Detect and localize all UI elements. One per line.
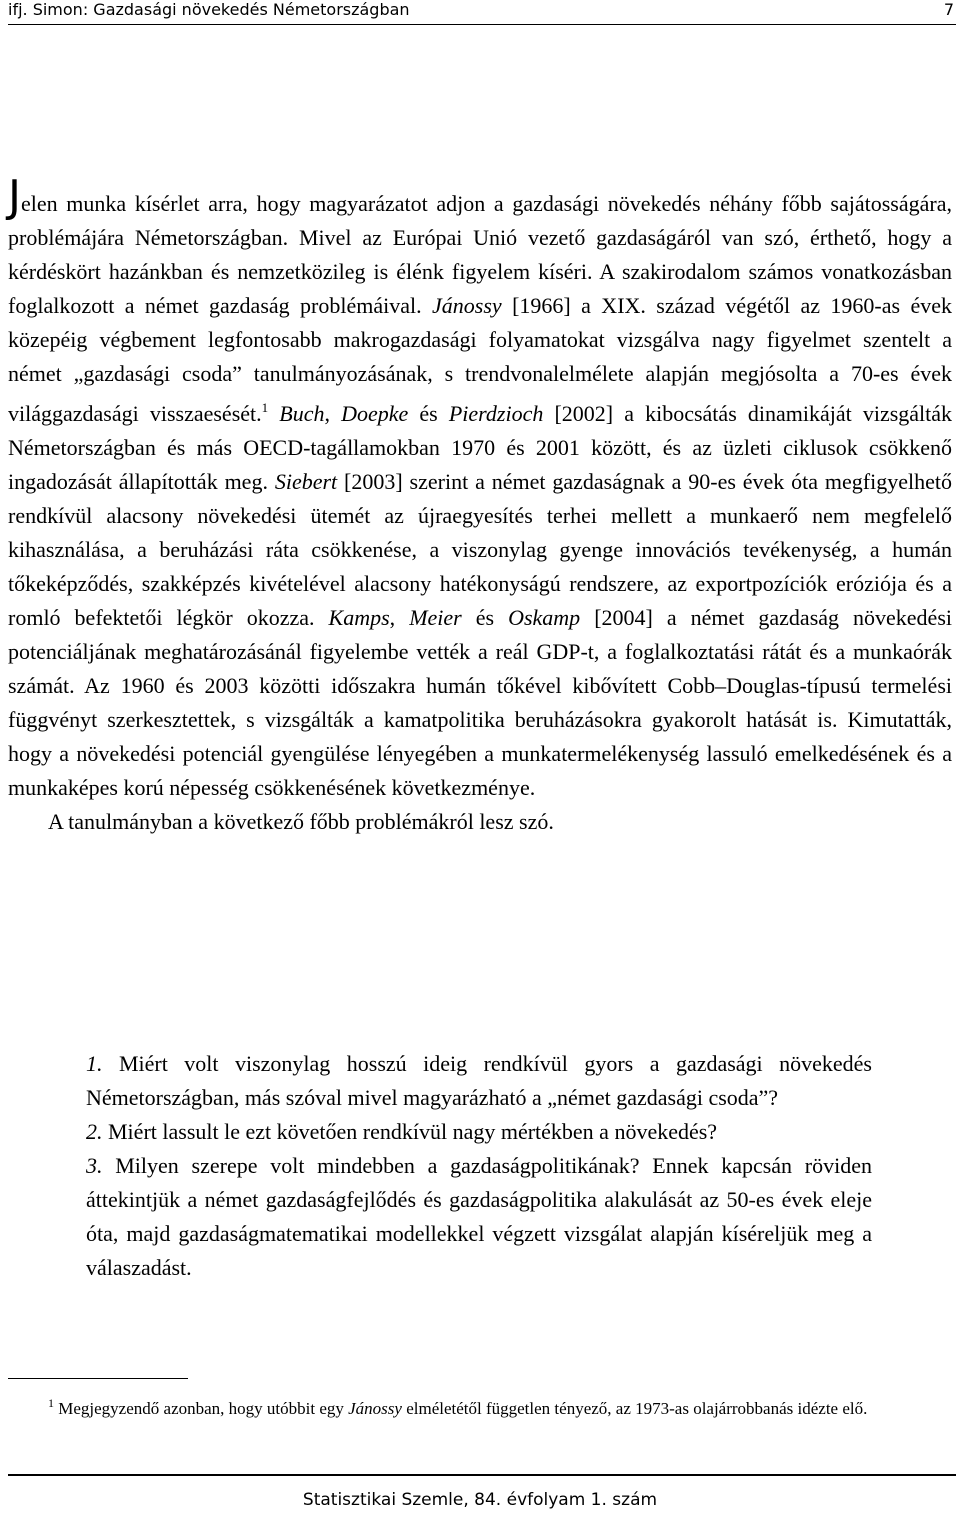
text-run: [2004] a német gazdaság növekedési potenciáljának meghatározásánál figyelembe vették a reál GDP-t, a foglalkoztatási rátát és a munkaórák számát. Az 1960 és 2003 közötti időszakra humán tőkével kibővített Cobb–Douglas-típusú termelési függvényt szerkesztettek, s vizsgálták a kamatpolitika beruházásokra gyakorolt hatását is. Kimutatták, hogy a növekedési potenciál gyengülése lényegében a munkatermelékenység lassuló emelkedésének és a munkaképes korú népesség csökkenésének következménye. xyxy=(8,605,952,800)
journal-footer: Statisztikai Szemle, 84. évfolyam 1. szám xyxy=(302,1490,658,1510)
question-list xyxy=(86,1047,872,1285)
text-run: [2002] a kibocsátás dinamikáját vizsgálták Németországban és más OECD-tagállamokban 1970 és 2001 között, és az üzleti ciklusok csökkenő ingadozását állapították meg. xyxy=(8,401,953,494)
author-name: Jánossy xyxy=(348,1399,402,1418)
separator: , xyxy=(389,605,410,630)
footer-divider xyxy=(8,1474,956,1476)
footnote-reference: 1 xyxy=(261,400,269,415)
list-item xyxy=(86,1115,872,1149)
conjunction: és xyxy=(408,401,449,426)
separator: , xyxy=(324,401,342,426)
page-number: 7 xyxy=(943,0,954,19)
author-name: Meier xyxy=(409,605,462,630)
text-run: [1966] a XIX. század végétől az 1960-as évek közepéig végbement legfontosabb makrogazdasági folyamatokat vizsgálva nagy figyelmet szentelt a német „gazdasági csoda” tanulmányozásának, s trendvonalelmélete alapján megjósolta a 70-es évek világgazdasági visszaesését. xyxy=(8,293,953,426)
list-item xyxy=(86,1047,872,1115)
footnote-text: Megjegyzendő azonban, hogy utóbbit egy xyxy=(54,1399,349,1418)
conjunction: és xyxy=(461,605,509,630)
author-name: Jánossy xyxy=(432,293,502,318)
author-name: Kamps xyxy=(328,605,390,630)
footnote-number: 1 xyxy=(48,1396,54,1410)
list-number: 2. xyxy=(86,1119,103,1144)
text-run: [2003] szerint a német gazdaságnak a 90-es évek óta megfigyelhető rendkívül alacsony növekedési ütemét az újraegyesítés terhei mellett a munkaerő nem megfelelő kihasználása, a beruházási ráta csökkenése, a viszonylag gyenge innovációs tevékenység, a humán tőkeképződés, szakképzés kivételével alacsony hatékonyságú rendszere, az exportpozíciók eróziója és a romló befektetői légkör okozza. xyxy=(8,469,952,630)
author-name: Siebert xyxy=(274,469,338,494)
running-title: ifj. Simon: Gazdasági növekedés Németországban xyxy=(8,0,410,19)
drop-cap: J xyxy=(8,171,21,222)
author-name: Doepke xyxy=(341,401,409,426)
running-header xyxy=(8,0,956,25)
footnote-divider xyxy=(8,1378,188,1379)
list-number: 1. xyxy=(86,1051,103,1076)
list-text: Miért lassult le ezt követően rendkívül nagy mértékben a növekedés? xyxy=(102,1119,718,1144)
list-number: 3. xyxy=(86,1153,103,1178)
footnote xyxy=(8,1390,952,1422)
list-item xyxy=(86,1149,872,1285)
author-name: Pierdzioch xyxy=(448,401,544,426)
paragraph-outline: A tanulmányban a következő főbb problémákról lesz szó. xyxy=(48,809,554,834)
footnote-text: elméletétől független tényező, az 1973-as olajárrobbanás idézte elő. xyxy=(401,1399,868,1418)
paragraph-intro xyxy=(8,171,953,805)
main-text xyxy=(8,171,953,839)
list-text: Miért volt viszonylag hosszú ideig rendkívül gyors a gazdasági növekedés Németországban, más szóval mivel magyarázható a „német gazdasági csoda”? xyxy=(86,1051,872,1110)
author-name: Oskamp xyxy=(508,605,581,630)
list-text: Milyen szerepe volt mindebben a gazdaságpolitikának? Ennek kapcsán röviden áttekintjük a német gazdaságfejlődés és gazdaságpolitika alakulását az 50-es évek eleje óta, majd gazdaságmatematikai modellekkel végzett vizsgálat alapján kíséreljük meg a válaszadást. xyxy=(86,1153,872,1280)
author-name: Buch xyxy=(279,401,325,426)
text-run: elen munka kísérlet arra, hogy magyarázatot adjon a gazdasági növekedés néhány főbb sajátosságára, problémájára Németországban. Mivel az Európai Unió vezető gazdaságáról van szó, érthető, hogy a kérdéskört hazánkban és nemzetközileg is élénk figyelem kíséri. A szakirodalom számos vonatkozásban foglalkozott a német gazdaság problémáival. xyxy=(8,191,952,318)
